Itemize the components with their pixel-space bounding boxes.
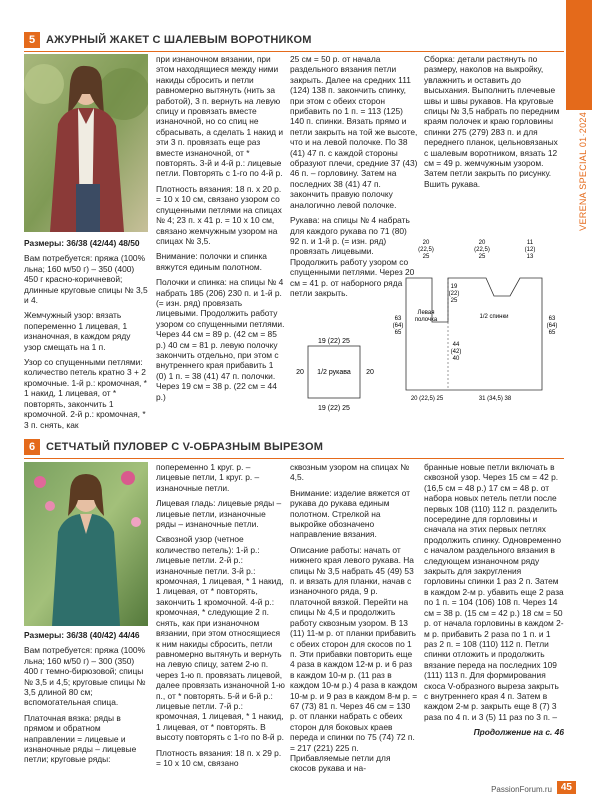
paragraph: бранные новые петли включать в сквозной узор. Через 15 см = 42 р. (16,5 см = 48 р.) 17 см = 48 р. от набора новых петель петли после первых 108 (110) 112 п. разделить посередине для горловины и сначала на этих первых петлях продолжить спинку. Одновременно с началом раздельного вязания в следующем изнаночном ряду закрыть для закругления горловины спинки 1 раз 2 п. Затем в каждом 2-м р. убавить еще 2 раза по 1 п. = 104 (106) 108 п. Через 14 см = 38 р. (15 см = 42 р.) 18 см = 50 р. от начала горловины в каждом 2-м р. прибавить 2 раза по 1 п. и 1 раз 2 п. = 108 (110) 112 п. Петли спинки отложить и продолжить вязание переда на последних 109 (111) 113 п. Для формирования скоса V-образного выреза закрыть с внутреннего края 4 п. Затем в каждом 2-м р. закрыть еще 8 (7) 3 раза по 4 п. и 3 (5) 11 раз по 3 п. – [424, 462, 564, 722]
side-strip [566, 0, 592, 800]
section-6-col-1 [24, 630, 148, 770]
paragraph: Жемчужный узор: вязать попеременно 1 лицевая, 1 изнаночная, в каждом ряду узор смещать на 1 п. [24, 310, 131, 352]
paragraph: Вам потребуется: пряжа (100% льна; 160 м/50 г) – 350 (400) 450 г красно-коричневой; длинные круговые спицы № 3,5 и 4. [24, 253, 148, 306]
sleeve-left-label: 20 [296, 369, 304, 376]
paragraph: Платочная вязка: ряды в прямом и обратном направлении = лицевые и изнаночные ряды – лицевые петли; круговые ряды: [24, 712, 137, 765]
paragraph: Внимание: полочки и спинка вяжутся единым полотном. [156, 251, 267, 272]
section-6-rule [24, 458, 564, 459]
dim-bottom-right: 31 (34,5) 38 [478, 396, 512, 402]
section-6-number: 6 [24, 439, 40, 455]
section-5-col-1 [24, 238, 148, 435]
section-5-rule [24, 51, 564, 52]
sleeve-bottom-label: 19 (22) 25 [318, 405, 350, 412]
paragraph: попеременно 1 круг. р. – лицевые петли, 1 круг. р. – изнаночные петли. [156, 462, 260, 493]
dim-bottom-left: 20 (22,5) 25 [410, 396, 444, 402]
paragraph: Сквозной узор (четное количество петель): 1-й р.: лицевые петли. 2-й р.: изнаночные петли. 3-й р.: кромочная, 1 лицевая, * 1 накид, 1 лицевая, от * повторять, закончить 1 кромочной. 4-й р.: кромочная, * следующие 2 п. снять, как при изнаночном вязании, при этом относящиеся к ним накиды сбросить, петли равномерно вытянуть и вернуть на левую спицу, затем 2-ю п. через 1-ю п. провязать лицевой, далее провязать изнаночной 1-ю п., от * повторять. 5-й и 6-й р.: лицевые петли. 7-й р.: кромочная, 1 лицевая, * 1 накид, 1 лицевая, от * повторять. В высоту повторять с 1-го по 8-й р. [156, 534, 285, 743]
brand-vertical: VERENA SPECIAL 01·2024 [578, 112, 588, 231]
dim-mid-height: 44 (42) 40 [450, 342, 462, 362]
paragraph: при изнаночном вязании, при этом находящиеся между ними накиды сбросить и петли равномерно вытянуть (нить за работой), 3 п. вернуть на левую спицу и провязать вместе изнаночной, но со спиц не сбрасывать, а сделать 1 накид и эти 3 п. провязать еще раз вместе изнаночной, от * повторять. 3-й и 4-й р.: лицевые петли. Повторять с 1-го по 4-й р. [156, 54, 284, 179]
paragraph: Узор со спущенными петлями: количество петель кратно 3 + 2 кромочные. 1-й р.: кромочная, * 1 накид, 1 лицевая, от * повторять, закончить 1 кромочной. 2-й р.: кромочная, * 3 п. снять, как [24, 357, 147, 430]
paragraph: Описание работы: начать от нижнего края левого рукава. На спицы № 3,5 набрать 45 (49) 53 п. и вязать для планки, начав с изнаночного ряда, 9 р. платочной вязкой. Перейти на спицы № 4,5 и продолжить работу сквозным узором. В 13 (11) 11-м р. от планки прибавить с обеих сторон для скосов по 1 п. Эти прибавки повторить еще 4 раза в каждом 12-м р. и 6 раз в каждом 10-м р. (11 раз в каждом 10-м р.) 4 раза в каждом 10-м р. и 9 раз в каждом 8-м р. = 67 (73) 81 п. Через 46 см = 130 р. от планки набрать с обеих сторон для боковых краев переда и спинки по 75 (74) 72 п. = 217 (221) 225 п. Прибавляемые петли для скосов рукава и на- [290, 544, 418, 774]
paragraph: Сборка: детали растянуть по размеру, наколов на выкройку, увлажнить и оставить до высыхания. Выполнить плечевые швы и швы рукавов. На круговые спицы № 3,5 набрать по передним краям полочек и краю горловины спинки 275 (279) 283 п. и для переднего планок, цельновязаных с шалевым воротником, вязать 12 см = 49 р. жемчужным узором. Затем петли закрыть по рисунку. Вшить рукава. [424, 54, 560, 189]
continued-note: Продолжение на с. 46 [473, 727, 564, 738]
body-diagram [392, 234, 566, 404]
paragraph: Внимание: изделие вяжется от рукава до рукава единым полотном. Стрелкой на выкройке обозначено направление вязания. [290, 487, 411, 540]
section-5-header [24, 30, 312, 50]
paragraph: Рукава: на спицы № 4 набрать для каждого рукава по 71 (80) 92 п. и 1-й р. (= изн. ряд) провязать лицевыми. Продолжить работу узором со спущенными петлями. Через 20 см = 41 р. от наборного ряда петли закрыть. [290, 215, 415, 298]
section-6-col-3 [290, 462, 418, 779]
page-number: 45 [557, 781, 576, 794]
dim-top-right: 11 (12) 13 [524, 240, 536, 260]
sizes-text: Размеры: 36/38 (42/44) 48/50 [24, 238, 140, 248]
sleeve-top-label: 19 (22) 25 [318, 338, 350, 345]
section-5-col-2 [156, 54, 286, 407]
paragraph: Плотность вязания: 18 п. х 29 р. = 10 х 10 см, связано [156, 747, 282, 768]
paragraph: Полочки и спинка: на спицы № 4 набрать 185 (206) 230 п. и 1-й р. (= изн. ряд) провязать лицевыми. Продолжить работу узором со спущенными петлями. Через 44 см = 89 р. (42 см = 85 р.) 40 см = 81 р. левую полочку закончить отдельно, при этом с внутреннего края прибавить 1 (0) 1 п. = 38 (41) 47 п. полочки. Через 19 см = 38 р. (22 см = 44 р.) [156, 277, 285, 402]
dim-top-left: 20 (22,5) 25 [418, 240, 434, 260]
dim-right-height: 63 (64) 65 [546, 316, 558, 336]
brand-strip [566, 0, 592, 110]
pullover-photo [24, 462, 148, 626]
page-footer [0, 778, 592, 800]
sleeve-diagram [290, 334, 390, 412]
paragraph: Вам потребуется: пряжа (100% льна; 160 м/50 г) – 300 (350) 400 г темно-бирюзовой; спицы № 3,5 и 4,5; круговые спицы № 3,5 длиной 80 см; вспомогательная спица. [24, 645, 146, 708]
paragraph: сквозным узором на спицах № 4,5. [290, 462, 410, 483]
section-5-col-4 [424, 54, 564, 194]
section-6-header [24, 437, 323, 457]
dim-left-height: 63 (64) 65 [392, 316, 404, 336]
section-6-col-4 [424, 462, 564, 743]
sleeve-part-label: 1/2 рукава [317, 369, 351, 376]
section-6-col-2 [156, 462, 286, 773]
jacket-photo [24, 54, 148, 232]
section-5-title: АЖУРНЫЙ ЖАКЕТ С ШАЛЕВЫМ ВОРОТНИКОМ [46, 34, 312, 46]
paragraph: 25 см = 50 р. от начала раздельного вязания петли закрыть. Далее на средних 111 (124) 138 п. закончить спинку, при этом с обеих сторон прибавить по 1 п. = 113 (125) 140 п. спинки. Вязать прямо и петли закрыть на той же высоте, что и на левой полочке. По 38 (41) 47 п. с каждой стороны образуют плечи, средние 37 (43) 46 п. – горловину. Затем на последних 38 (41) 47 п. закончить правую полочку аналогично левой полочке. [290, 54, 418, 210]
section-6-title: СЕТЧАТЫЙ ПУЛОВЕР С V-ОБРАЗНЫМ ВЫРЕЗОМ [46, 441, 324, 453]
back-label: 1/2 спинки [479, 314, 509, 320]
front-label: Левая полочка [414, 310, 438, 323]
paragraph: Лицевая гладь: лицевые ряды – лицевые петли, изнаночные ряды – изнаночные петли. [156, 498, 282, 530]
sizes-text: Размеры: 36/38 (40/42) 44/46 [24, 630, 140, 640]
site-watermark: PassionForum.ru [491, 785, 552, 794]
paragraph: Плотность вязания: 18 п. х 20 р. = 10 х 10 см, связано узором со спущенными петлями на спицах № 4; 23 п. х 41 р. = 10 х 10 см, связано жемчужным узором на спицах № 3,5. [156, 183, 282, 246]
dim-top-mid: 20 (22,5) 25 [474, 240, 490, 260]
dim-neck: 19 (22) 25 [448, 284, 460, 304]
section-5-number: 5 [24, 32, 40, 48]
sleeve-right-label: 20 [366, 369, 374, 376]
